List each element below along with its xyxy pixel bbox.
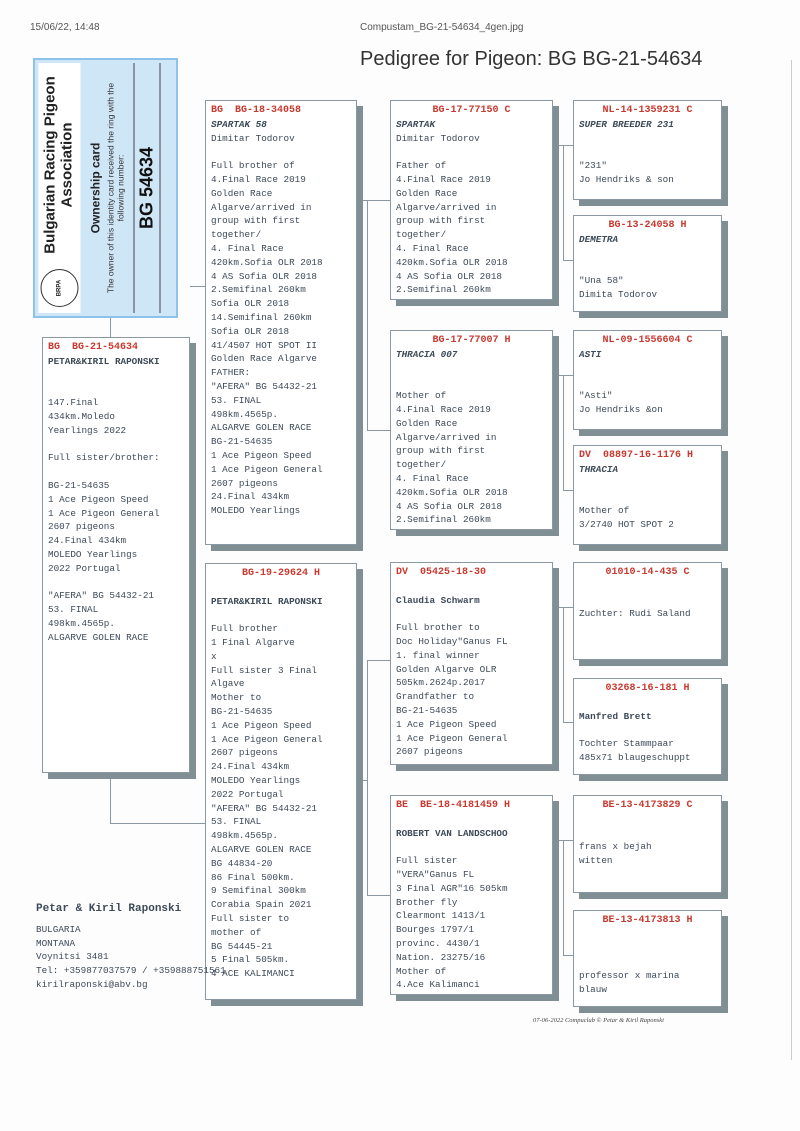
pedigree-note: 498km.4565p. xyxy=(211,408,278,420)
pedigree-note: provinc. 4430/1 xyxy=(396,937,480,949)
pedigree-note xyxy=(48,382,184,396)
connector-line xyxy=(553,607,563,608)
pedigree-note: x xyxy=(211,650,217,662)
pedigree-note: 4.Final Race 2019 xyxy=(396,403,491,415)
pedigree-note: 2.Semifinal 260km xyxy=(396,514,491,526)
pedigree-note: 1. final winner xyxy=(396,649,480,661)
pedigree-note xyxy=(579,580,716,594)
footer-credit: 07-06-2022 Compuclub © Petar & Kiril Raponski xyxy=(533,1017,664,1024)
pedigree-note: Mother of xyxy=(396,390,447,402)
pedigree-note xyxy=(48,576,184,590)
pedigree-note: 53. FINAL xyxy=(211,816,262,828)
pedigree-note: 3 Final AGR"16 505km xyxy=(396,882,508,894)
pedigree-note: ALGARVE GOLEN RACE xyxy=(48,631,149,643)
pedigree-note: Tochter Stammpaar xyxy=(579,738,674,750)
pedigree-note: 1 Ace Pigeon Speed xyxy=(211,449,312,461)
pigeon-name: DEMETRA xyxy=(579,233,619,245)
pedigree-note: Bourges 1797/1 xyxy=(396,924,475,936)
ring-id: BG BG-18-34058 xyxy=(211,105,302,116)
pedigree-note: "VERA"Ganus FL xyxy=(396,868,475,880)
ring-id: BG-13-24058 H xyxy=(608,220,687,231)
pedigree-note: together/ xyxy=(211,229,262,241)
pedigree-note: 2.Semifinal 260km xyxy=(396,284,491,296)
pedigree-note: 2607 pigeons xyxy=(211,747,278,759)
pedigree-note xyxy=(579,477,716,491)
owner-name: Petar & Kiril Raponski xyxy=(36,903,182,915)
ring-id: BE-13-4173829 C xyxy=(602,800,693,811)
pedigree-note xyxy=(579,955,716,969)
file-name: Compustam_BG-21-54634_4gen.jpg xyxy=(360,22,524,33)
pedigree-note: professor x marina xyxy=(579,970,680,982)
pedigree-note xyxy=(579,928,716,942)
pedigree-note: Dimitar Todorov xyxy=(211,132,295,144)
pigeon-name: THRACIA xyxy=(579,463,619,475)
pedigree-note: 420km.Sofia OLR 2018 xyxy=(396,486,508,498)
connector-line xyxy=(553,145,563,146)
connector-line xyxy=(367,200,368,430)
pedigree-note: 420km.Sofia OLR 2018 xyxy=(396,256,508,268)
pedigree-box-subject xyxy=(42,337,190,773)
ring-id: DV 05425-18-30 xyxy=(396,567,487,578)
pedigree-note xyxy=(48,438,184,452)
pedigree-box-sire xyxy=(205,100,357,545)
pedigree-note: 2607 pigeons xyxy=(48,521,115,533)
connector-line xyxy=(110,318,111,337)
pedigree-note: mother of xyxy=(211,926,262,938)
pedigree-note: 1 Ace Pigeon Speed xyxy=(211,719,312,731)
card-description: The owner of this identity card received the ring with the following number: xyxy=(105,82,125,294)
pedigree-note: 24.Final 434km xyxy=(48,535,127,547)
ring-id: BG-19-29624 H xyxy=(241,568,320,579)
pedigree-note: MOLEDO Yearlings xyxy=(211,774,301,786)
pedigree-note: 2022 Portugal xyxy=(48,562,121,574)
pedigree-note xyxy=(579,375,716,389)
pedigree-note: 4 AS Sofia OLR 2018 xyxy=(396,500,503,512)
pedigree-note: 2022 Portugal xyxy=(211,788,284,800)
pedigree-note: 24.Final 434km xyxy=(211,761,290,773)
pedigree-note: together/ xyxy=(396,459,447,471)
pedigree-box-dds xyxy=(573,795,722,893)
connector-line xyxy=(357,780,367,781)
pedigree-note: Full brother of xyxy=(211,160,295,172)
pedigree-note: Mother to xyxy=(211,692,262,704)
pedigree-note: MOLEDO Yearlings xyxy=(48,548,138,560)
pedigree-note: Clearmont 1413/1 xyxy=(396,910,486,922)
pedigree-note: 2607 pigeons xyxy=(211,477,278,489)
pedigree-note: 505km.2624p.2017 xyxy=(396,677,486,689)
pedigree-note: together/ xyxy=(396,229,447,241)
ring-id: BG-17-77150 C xyxy=(432,105,511,116)
owner-email: kirilraponski@abv.bg xyxy=(36,978,148,990)
pigeon-name: SUPER BREEDER 231 xyxy=(579,118,674,130)
pedigree-note: 1 Ace Pigeon Speed xyxy=(48,493,149,505)
pedigree-note: 498km.4565p. xyxy=(211,830,278,842)
connector-line xyxy=(563,260,573,261)
ring-id: 01010-14-435 C xyxy=(605,567,690,578)
page-title: Pedigree for Pigeon: BG BG-21-54634 xyxy=(360,48,703,70)
pedigree-box-dd xyxy=(390,795,553,995)
pedigree-note: Full brother xyxy=(211,623,278,635)
pedigree-note: 434km.Moledo xyxy=(48,410,115,422)
pedigree-note: Full sister/brother: xyxy=(48,452,160,464)
pedigree-note: BG-21-54635 xyxy=(211,436,273,448)
pedigree-note: Grandfather to xyxy=(396,691,475,703)
pedigree-note: 1 Ace Pigeon General xyxy=(211,733,323,745)
pedigree-note: Algarve/arrived in xyxy=(211,201,312,213)
pedigree-note xyxy=(579,594,716,608)
pedigree-note: Sofia OLR 2018 xyxy=(211,298,290,310)
pedigree-box-ssd xyxy=(573,215,722,312)
pedigree-note: 4. Final Race xyxy=(396,472,469,484)
pedigree-note xyxy=(396,607,547,621)
pedigree-note: 1 Ace Pigeon General xyxy=(48,507,160,519)
pedigree-note: Mother of xyxy=(579,505,630,517)
pedigree-note: Dimita Todorov xyxy=(579,288,658,300)
owner-address: Voynitsi 3481 xyxy=(36,951,109,963)
pedigree-note: witten xyxy=(579,855,613,867)
pedigree-note: "AFERA" BG 54432-21 xyxy=(48,590,155,602)
owner-region: MONTANA xyxy=(36,937,76,949)
pedigree-note: Sofia OLR 2018 xyxy=(211,325,290,337)
pedigree-note: 1 Final Algarve xyxy=(211,636,295,648)
pedigree-note: frans x bejah xyxy=(579,841,652,853)
pedigree-note: "AFERA" BG 54432-21 xyxy=(211,802,318,814)
pedigree-note: BG-21-54635 xyxy=(211,705,273,717)
connector-line xyxy=(563,840,564,955)
connector-line xyxy=(110,773,111,823)
pedigree-note xyxy=(211,608,351,622)
spacer xyxy=(396,813,547,827)
connector-line xyxy=(553,840,563,841)
pedigree-note: 4 AS Sofia OLR 2018 xyxy=(211,270,318,282)
pedigree-note: Jo Hendriks & son xyxy=(579,173,674,185)
pedigree-note: BG 54445-21 xyxy=(211,940,273,952)
ring-id: 03268-16-181 H xyxy=(605,683,690,694)
pedigree-note: 147.Final xyxy=(48,397,99,409)
connector-line xyxy=(563,955,573,956)
connector-line xyxy=(563,145,573,146)
pedigree-note: BG-21-54635 xyxy=(396,704,458,716)
connector-line xyxy=(367,895,390,896)
pedigree-note: 53. FINAL xyxy=(48,604,99,616)
pedigree-note: 86 Final 500km. xyxy=(211,871,295,883)
pigeon-name: ASTI xyxy=(579,348,602,360)
pedigree-note: Full sister to xyxy=(211,912,290,924)
pedigree-note: blauw xyxy=(579,983,607,995)
pedigree-note: 4.Ace Kalimanci xyxy=(396,979,480,991)
owner-info xyxy=(36,903,226,992)
connector-line xyxy=(563,375,573,376)
spacer xyxy=(211,581,351,595)
pigeon-name: PETAR&KIRIL RAPONSKI xyxy=(48,355,160,367)
pedigree-box-sdd xyxy=(573,445,722,545)
pedigree-note xyxy=(579,942,716,956)
pedigree-note: Yearlings 2022 xyxy=(48,424,127,436)
pedigree-note xyxy=(579,145,716,159)
pedigree-note xyxy=(396,375,547,389)
pedigree-note: 41/4507 HOT SPOT II xyxy=(211,339,318,351)
pedigree-note: 1 Ace Pigeon General xyxy=(396,732,508,744)
ring-id: NL-09-1556604 C xyxy=(602,335,693,346)
ring-id: BE-13-4173813 H xyxy=(602,915,693,926)
connector-line xyxy=(563,490,573,491)
ownership-card xyxy=(33,58,178,318)
ring-number: BG 54634 xyxy=(133,63,160,313)
pedigree-note: "AFERA" BG 54432-21 xyxy=(211,380,318,392)
pedigree-note: 498km.4565p. xyxy=(48,617,115,629)
pedigree-note: 1 Ace Pigeon Speed xyxy=(396,718,497,730)
connector-line xyxy=(563,375,564,490)
pedigree-note xyxy=(396,840,547,854)
pedigree-note: FATHER: xyxy=(211,367,251,379)
connector-line xyxy=(367,200,390,201)
pedigree-note: 4.Final Race 2019 xyxy=(211,173,306,185)
pedigree-note: 2607 pigeons xyxy=(396,746,463,758)
pedigree-note xyxy=(396,145,547,159)
pedigree-note: "Una 58" xyxy=(579,275,624,287)
pedigree-note: Algarve/arrived in xyxy=(396,201,497,213)
pedigree-box-ss xyxy=(390,100,553,300)
pedigree-note: group with first xyxy=(396,445,486,457)
pedigree-note xyxy=(579,490,716,504)
association-name: Bulgarian Racing Pigeon Association xyxy=(41,76,75,254)
pedigree-note: 1 Ace Pigeon General xyxy=(211,463,323,475)
pedigree-box-ddd xyxy=(573,910,722,1007)
connector-line xyxy=(367,660,390,661)
print-date: 15/06/22, 14:48 xyxy=(30,22,100,33)
pedigree-note: Jo Hendriks &on xyxy=(579,403,663,415)
pigeon-name: ROBERT VAN LANDSCHOO xyxy=(396,827,508,839)
connector-line xyxy=(367,660,368,895)
pedigree-note xyxy=(579,132,716,146)
ring-id: NL-14-1359231 C xyxy=(602,105,693,116)
pedigree-note: "231" xyxy=(579,160,607,172)
pedigree-note: Full sister 3 Final xyxy=(211,664,318,676)
connector-line xyxy=(367,430,390,431)
pedigree-note: 4. Final Race xyxy=(211,242,284,254)
pedigree-note: "Asti" xyxy=(579,390,613,402)
pedigree-note: 2.Semifinal 260km xyxy=(211,284,306,296)
pedigree-box-ds xyxy=(390,562,553,765)
pedigree-box-sss xyxy=(573,100,722,200)
pedigree-note: Mother of xyxy=(396,965,447,977)
pedigree-note xyxy=(211,145,351,159)
connector-line xyxy=(563,722,573,723)
pedigree-note: Dimitar Todorov xyxy=(396,132,480,144)
pigeon-name: SPARTAK xyxy=(396,118,436,130)
pedigree-note: 420km.Sofia OLR 2018 xyxy=(211,256,323,268)
spacer xyxy=(396,580,547,594)
pigeon-name: PETAR&KIRIL RAPONSKI xyxy=(211,595,323,607)
pedigree-note: 485x71 blaugeschuppt xyxy=(579,751,691,763)
ring-id: BG-17-77007 H xyxy=(432,335,511,346)
pedigree-note xyxy=(579,362,716,376)
spacer xyxy=(579,696,716,710)
pedigree-note: Golden Race xyxy=(396,187,458,199)
scan-edge xyxy=(791,60,792,1060)
pedigree-note: 4. Final Race xyxy=(396,242,469,254)
pedigree-note: 14.Semifinal 260km xyxy=(211,311,312,323)
pedigree-note xyxy=(579,723,716,737)
pedigree-note xyxy=(48,369,184,383)
pedigree-note: group with first xyxy=(396,215,486,227)
ring-id: BG BG-21-54634 xyxy=(48,342,139,353)
association-logo: BRPA xyxy=(40,269,78,307)
pedigree-box-dam xyxy=(205,563,357,1000)
pedigree-box-sds xyxy=(573,330,722,430)
pedigree-note: Algave xyxy=(211,678,245,690)
connector-line xyxy=(553,375,563,376)
pedigree-note: Full brother to xyxy=(396,622,480,634)
pedigree-note: 4.Final Race 2019 xyxy=(396,173,491,185)
pedigree-note xyxy=(579,260,716,274)
pedigree-note: Doc Holiday"Ganus FL xyxy=(396,635,508,647)
pedigree-note: Father of xyxy=(396,160,447,172)
pedigree-note: 24.Final 434km xyxy=(211,491,290,503)
card-title: Ownership card xyxy=(88,142,102,234)
pigeon-name: Claudia Schwarm xyxy=(396,594,480,606)
pedigree-note: Nation. 23275/16 xyxy=(396,951,486,963)
pedigree-note xyxy=(396,362,547,376)
pedigree-note xyxy=(579,827,716,841)
connector-line xyxy=(563,145,564,260)
pedigree-note: MOLEDO Yearlings xyxy=(211,505,301,517)
connector-line xyxy=(563,607,573,608)
pedigree-note: Brother fly xyxy=(396,896,458,908)
connector-line xyxy=(110,823,205,824)
pedigree-note: BG 44834-20 xyxy=(211,857,273,869)
ring-id: BE BE-18-4181459 H xyxy=(396,800,511,811)
pedigree-note: 4 AS Sofia OLR 2018 xyxy=(396,270,503,282)
pedigree-box-dss xyxy=(573,562,722,660)
pedigree-note: Golden Algarve OLR xyxy=(396,663,497,675)
pedigree-note: 3/2740 HOT SPOT 2 xyxy=(579,518,674,530)
pedigree-note: 9 Semifinal 300km xyxy=(211,885,306,897)
pedigree-note: group with first xyxy=(211,215,301,227)
pigeon-name: THRACIA 007 xyxy=(396,348,458,360)
pedigree-note: Golden Race Algarve xyxy=(211,353,318,365)
ring-id: DV 08897-16-1176 H xyxy=(579,450,694,461)
pedigree-note: ALGARVE GOLEN RACE xyxy=(211,843,312,855)
pedigree-note: 5 Final 505km. xyxy=(211,954,290,966)
pedigree-note xyxy=(579,813,716,827)
pedigree-box-sd xyxy=(390,330,553,530)
pedigree-note: Golden Race xyxy=(211,187,273,199)
pigeon-name: Manfred Brett xyxy=(579,710,652,722)
pedigree-note: Algarve/arrived in xyxy=(396,431,497,443)
pedigree-note: ALGARVE GOLEN RACE xyxy=(211,422,312,434)
pedigree-note: 53. FINAL xyxy=(211,394,262,406)
owner-phone: Tel: +359877037579 / +359888751561 xyxy=(36,965,226,977)
pedigree-note xyxy=(579,247,716,261)
connector-line xyxy=(357,200,367,201)
pedigree-note xyxy=(48,465,184,479)
owner-country: BULGARIA xyxy=(36,923,81,935)
connector-line xyxy=(190,286,205,287)
pedigree-note: Zuchter: Rudi Saland xyxy=(579,608,691,620)
pedigree-note: Golden Race xyxy=(396,417,458,429)
pedigree-note: Corabia Spain 2021 xyxy=(211,899,312,911)
pedigree-note: BG-21-54635 xyxy=(48,479,110,491)
pedigree-note: 4 ACE KALIMANCI xyxy=(211,968,295,980)
pedigree-note: Full sister xyxy=(396,855,458,867)
connector-line xyxy=(563,840,573,841)
pigeon-name: SPARTAK 58 xyxy=(211,118,267,130)
connector-line xyxy=(563,607,564,722)
pedigree-box-dsd xyxy=(573,678,722,775)
